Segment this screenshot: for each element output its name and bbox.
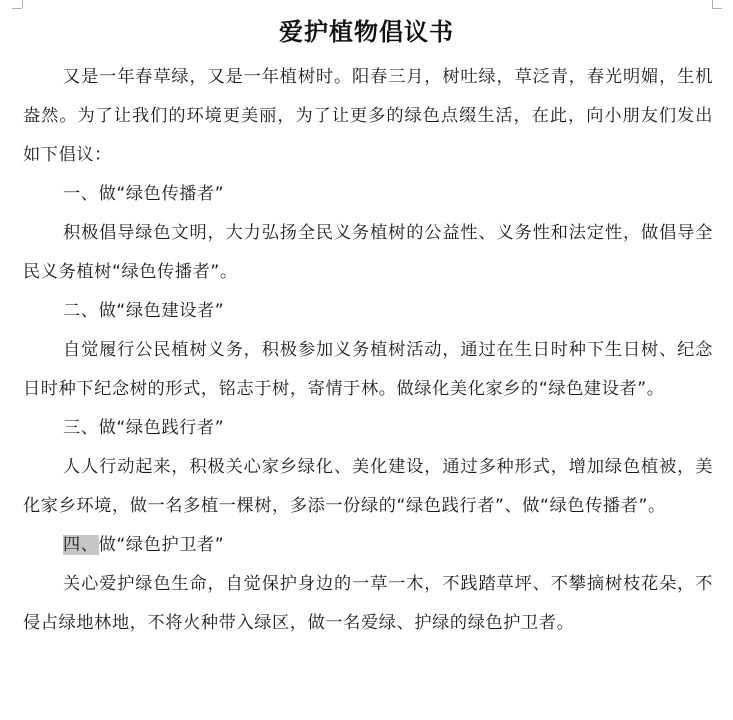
document-body xyxy=(23,58,713,643)
section-4-heading-highlight: 四、 xyxy=(63,535,99,555)
page-corner-mark-right xyxy=(712,0,713,8)
section-4-heading xyxy=(23,526,713,565)
section-1-heading: 一、做“绿色传播者” xyxy=(63,184,225,204)
page-corner-mark-left xyxy=(22,0,23,8)
section-3-body: 人人行动起来，积极关心家乡绿化、美化建设，通过多种形式，增加绿色植被，美化家乡环境，做一名多植一棵树，多添一份绿的“绿色践行者”、做“绿色传播者”。 xyxy=(23,457,713,516)
section-3-heading: 三、做“绿色践行者” xyxy=(63,418,225,438)
section-1-body: 积极倡导绿色文明，大力弘扬全民义务植树的公益性、义务性和法定性，做倡导全民义务植树“绿色传播者”。 xyxy=(23,223,713,282)
page-corner-mark-left-h xyxy=(12,8,22,9)
section-4-heading-rest: 做“绿色护卫者” xyxy=(98,535,225,555)
section-2-heading: 二、做“绿色建设者” xyxy=(63,301,225,321)
document-title: 爱护植物倡议书 xyxy=(279,18,454,46)
intro-paragraph: 又是一年春草绿，又是一年植树时。阳春三月，树吐绿，草泛青，春光明媚，生机盎然。为了让我们的环境更美丽，为了让更多的绿色点缀生活，在此，向小朋友们发出如下倡议： xyxy=(23,67,713,165)
page-corner-mark-right-h xyxy=(712,8,722,9)
section-2-body: 自觉履行公民植树义务，积极参加义务植树活动，通过在生日时种下生日树、纪念日时种下纪念树的形式，铭志于树，寄情于林。做绿化美化家乡的“绿色建设者”。 xyxy=(23,340,713,399)
section-4-body: 关心爱护绿色生命，自觉保护身边的一草一木，不践踏草坪、不攀摘树枝花朵，不侵占绿地林地，不将火种带入绿区，做一名爱绿、护绿的绿色护卫者。 xyxy=(23,574,713,633)
